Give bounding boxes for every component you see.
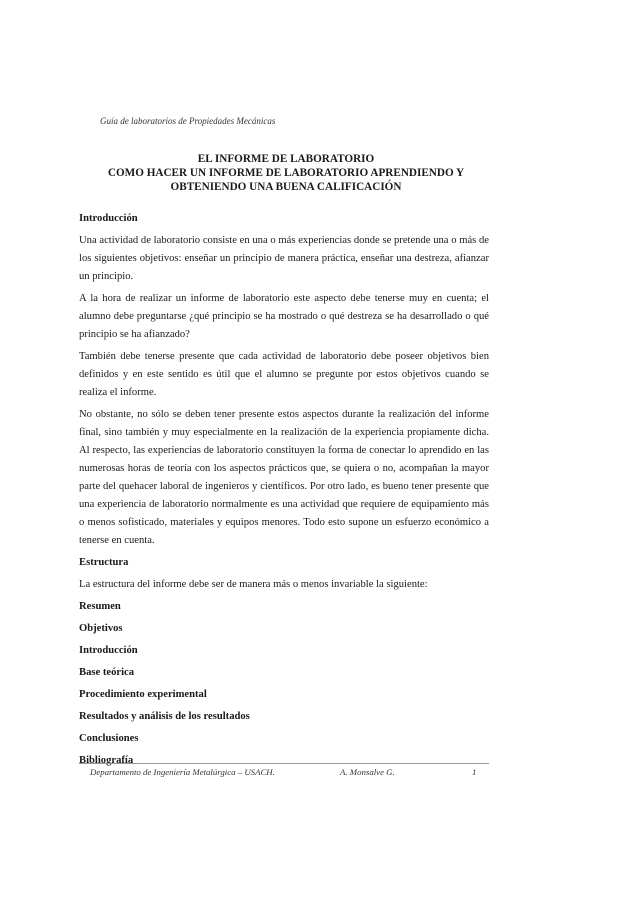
paragraph: No obstante, no sólo se deben tener presente estos aspectos durante la realización del informe final, sino también y muy especialmente en la realización de la experiencia propiamente dicha. Al respecto, las experiencias de laboratorio constituyen la forma de conectar lo aprendido en las numerosas horas de teoría con los aspectos prácticos que, se quiera o no, acompañan la mayor parte del quehacer laboral de ingenieros y científicos. Por otro lado, es bueno tener presente que una experiencia de laboratorio normalmente es una actividad que requiere de equipamiento más o menos sofisticado, materiales y equipos menores. Todo esto supone un esfuerzo económico a tenerse en cuenta. (79, 409, 489, 546)
title-line-3: OBTENIENDO UNA BUENA CALIFICACIÓN (170, 181, 402, 193)
footer-divider (79, 763, 489, 764)
structure-item: Resumen (79, 601, 121, 612)
structure-item: Introducción (79, 645, 138, 656)
structure-item: Conclusiones (79, 733, 139, 744)
document-title (79, 152, 493, 194)
running-header: Guía de laboratorios de Propiedades Mecánicas (100, 116, 276, 126)
paragraph: La estructura del informe debe ser de manera más o menos invariable la siguiente: (79, 579, 428, 590)
page-number: 1 (472, 767, 477, 777)
title-line-2: COMO HACER UN INFORME DE LABORATORIO APRENDIENDO Y (107, 167, 465, 179)
structure-item: Procedimiento experimental (79, 689, 207, 700)
title-line-1: EL INFORME DE LABORATORIO (197, 153, 375, 165)
structure-item: Base teórica (79, 667, 135, 678)
footer-department: Departamento de Ingeniería Metalúrgica – USACH. (90, 767, 275, 777)
footer-author: A. Monsalve G. (340, 767, 395, 777)
section-heading-introduccion: Introducción (79, 213, 138, 224)
structure-item: Objetivos (79, 623, 123, 634)
structure-item: Bibliografía (79, 755, 134, 766)
section-heading-estructura: Estructura (79, 557, 129, 568)
paragraph: A la hora de realizar un informe de laboratorio este aspecto debe tenerse muy en cuenta; el alumno debe preguntarse ¿qué principio se ha mostrado o qué destreza se ha desarrollado o qué principio se ha afianzado? (79, 293, 489, 340)
structure-item: Resultados y análisis de los resultados (79, 711, 250, 722)
paragraph: Una actividad de laboratorio consiste en una o más experiencias donde se pretende una o más de los siguientes objetivos: enseñar un principio de manera práctica, enseñar una destreza, afianzar un principio. (79, 235, 489, 282)
document-body (79, 210, 489, 774)
paragraph: También debe tenerse presente que cada actividad de laboratorio debe poseer objetivos bien definidos y en este sentido es útil que el alumno se pregunte por estos objetivos cuando se realiza el informe. (79, 351, 489, 398)
